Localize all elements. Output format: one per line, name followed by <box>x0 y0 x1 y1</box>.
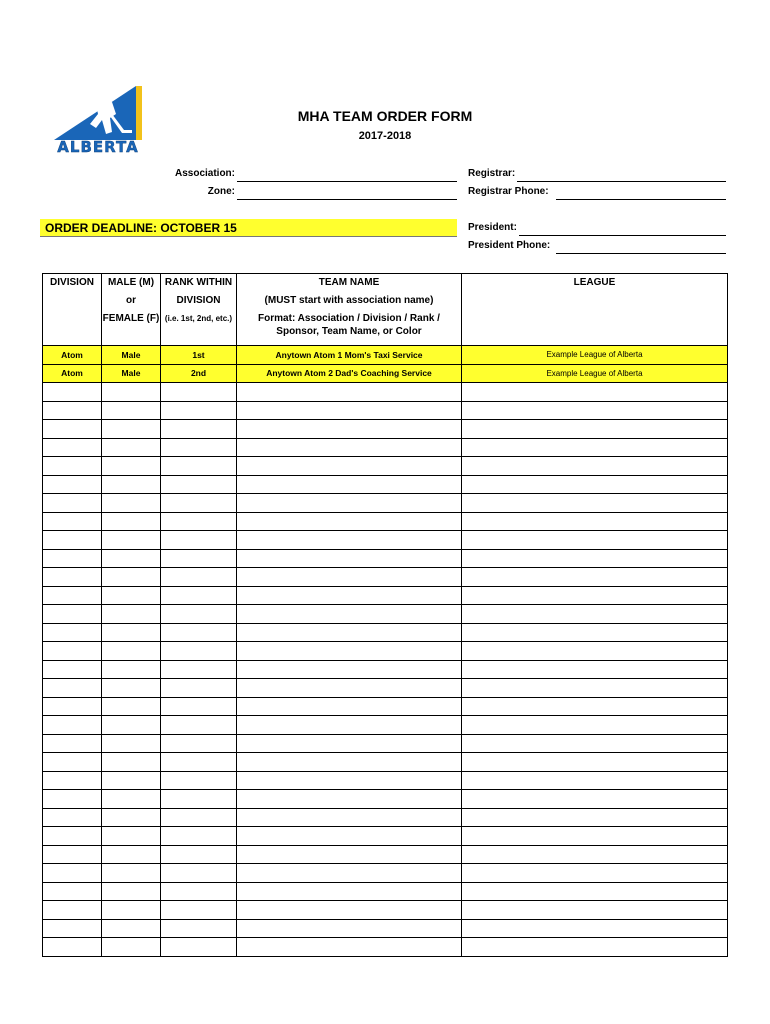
logo-gold-edge <box>136 86 142 140</box>
rank-cell[interactable] <box>161 457 237 476</box>
rank-cell[interactable] <box>161 494 237 513</box>
team-name-cell[interactable] <box>237 531 462 550</box>
division-cell[interactable] <box>43 549 102 568</box>
gender-cell[interactable] <box>102 938 161 957</box>
team-name-cell[interactable] <box>237 549 462 568</box>
team-header-line: (MUST start with association name) <box>264 295 434 306</box>
division-cell[interactable]: Atom <box>43 346 102 365</box>
team-name-cell[interactable] <box>237 808 462 827</box>
president-field[interactable] <box>519 224 726 236</box>
gender-cell[interactable] <box>102 660 161 679</box>
rank-cell[interactable] <box>161 808 237 827</box>
gender-cell[interactable] <box>102 420 161 439</box>
gender-header-line: or <box>126 295 136 306</box>
team-name-header <box>237 274 462 346</box>
division-cell[interactable] <box>43 660 102 679</box>
gender-cell[interactable] <box>102 845 161 864</box>
team-name-cell[interactable] <box>237 475 462 494</box>
gender-header-line: FEMALE (F) <box>102 313 160 324</box>
division-cell[interactable] <box>43 864 102 883</box>
rank-cell[interactable] <box>161 716 237 735</box>
form-title: MHA TEAM ORDER FORM <box>297 108 473 124</box>
league-cell[interactable] <box>462 475 728 494</box>
table-row <box>43 438 728 457</box>
team-name-cell[interactable] <box>237 568 462 587</box>
gender-cell[interactable] <box>102 568 161 587</box>
team-name-cell[interactable] <box>237 494 462 513</box>
team-name-cell[interactable] <box>237 401 462 420</box>
table-row <box>43 531 728 550</box>
division-cell[interactable] <box>43 420 102 439</box>
league-cell[interactable] <box>462 771 728 790</box>
gender-cell[interactable]: Male <box>102 364 161 383</box>
gender-cell[interactable] <box>102 475 161 494</box>
team-name-cell[interactable] <box>237 679 462 698</box>
team-name-cell[interactable] <box>237 716 462 735</box>
association-label: Association: <box>174 168 235 179</box>
rank-header-line: RANK WITHIN <box>164 277 233 288</box>
table-row <box>43 771 728 790</box>
league-cell[interactable] <box>462 457 728 476</box>
rank-cell[interactable] <box>161 623 237 642</box>
rank-cell[interactable] <box>161 531 237 550</box>
division-cell[interactable] <box>43 457 102 476</box>
league-cell[interactable] <box>462 808 728 827</box>
rank-cell[interactable] <box>161 882 237 901</box>
rank-cell[interactable] <box>161 771 237 790</box>
gender-cell[interactable] <box>102 790 161 809</box>
table-row <box>43 827 728 846</box>
division-header <box>43 274 102 346</box>
team-name-cell[interactable] <box>237 753 462 772</box>
rank-cell[interactable] <box>161 864 237 883</box>
league-cell[interactable] <box>462 753 728 772</box>
team-name-cell[interactable] <box>237 420 462 439</box>
gender-cell[interactable] <box>102 697 161 716</box>
division-cell[interactable] <box>43 734 102 753</box>
gender-cell[interactable] <box>102 864 161 883</box>
league-cell[interactable] <box>462 531 728 550</box>
division-cell[interactable] <box>43 882 102 901</box>
example-row <box>43 364 728 383</box>
example-row <box>43 346 728 365</box>
division-cell[interactable]: Atom <box>43 364 102 383</box>
table-row <box>43 420 728 439</box>
team-name-cell[interactable] <box>237 605 462 624</box>
rank-cell[interactable] <box>161 790 237 809</box>
rank-cell[interactable] <box>161 901 237 920</box>
gender-cell[interactable] <box>102 919 161 938</box>
league-cell[interactable] <box>462 882 728 901</box>
league-cell[interactable] <box>462 494 728 513</box>
table-row <box>43 660 728 679</box>
division-cell[interactable] <box>43 642 102 661</box>
division-cell[interactable] <box>43 697 102 716</box>
rank-cell[interactable]: 2nd <box>161 364 237 383</box>
division-cell[interactable] <box>43 401 102 420</box>
rank-cell[interactable] <box>161 568 237 587</box>
table-row <box>43 586 728 605</box>
team-name-cell[interactable] <box>237 642 462 661</box>
gender-cell[interactable] <box>102 753 161 772</box>
table-row <box>43 753 728 772</box>
team-name-cell[interactable] <box>237 457 462 476</box>
table-row <box>43 549 728 568</box>
team-name-cell[interactable] <box>237 919 462 938</box>
rank-header <box>161 274 237 346</box>
league-header-line: LEAGUE <box>573 277 616 288</box>
table-row <box>43 845 728 864</box>
division-cell[interactable] <box>43 512 102 531</box>
team-order-table <box>42 273 728 957</box>
rank-header-line: (i.e. 1st, 2nd, etc.) <box>164 314 233 323</box>
table-row <box>43 642 728 661</box>
rank-cell[interactable] <box>161 401 237 420</box>
rank-cell[interactable] <box>161 827 237 846</box>
division-cell[interactable] <box>43 753 102 772</box>
zone-field[interactable] <box>237 188 457 200</box>
team-name-cell[interactable] <box>237 734 462 753</box>
table-row <box>43 494 728 513</box>
league-cell[interactable] <box>462 938 728 957</box>
rank-cell[interactable] <box>161 549 237 568</box>
league-cell[interactable] <box>462 383 728 402</box>
table-row <box>43 475 728 494</box>
gender-cell[interactable] <box>102 438 161 457</box>
president-phone-field[interactable] <box>556 242 726 254</box>
table-row <box>43 882 728 901</box>
gender-cell[interactable] <box>102 827 161 846</box>
gender-cell[interactable] <box>102 549 161 568</box>
team-name-cell[interactable] <box>237 623 462 642</box>
registrar-phone-field[interactable] <box>556 188 726 200</box>
league-cell[interactable] <box>462 512 728 531</box>
association-field[interactable] <box>237 170 457 182</box>
division-cell[interactable] <box>43 827 102 846</box>
gender-cell[interactable] <box>102 512 161 531</box>
gender-cell[interactable] <box>102 771 161 790</box>
rank-cell[interactable] <box>161 938 237 957</box>
team-name-cell[interactable] <box>237 438 462 457</box>
gender-cell[interactable] <box>102 623 161 642</box>
division-cell[interactable] <box>43 438 102 457</box>
table-row <box>43 623 728 642</box>
team-format-note <box>237 310 461 338</box>
team-name-cell[interactable] <box>237 586 462 605</box>
division-cell[interactable] <box>43 383 102 402</box>
rank-cell[interactable] <box>161 383 237 402</box>
gender-cell[interactable] <box>102 457 161 476</box>
gender-cell[interactable] <box>102 605 161 624</box>
league-cell[interactable] <box>462 623 728 642</box>
division-cell[interactable] <box>43 494 102 513</box>
team-name-cell[interactable] <box>237 383 462 402</box>
team-name-cell[interactable] <box>237 660 462 679</box>
team-header-line: Sponsor, Team Name, or Color <box>276 326 422 337</box>
rank-cell[interactable] <box>161 642 237 661</box>
rank-cell[interactable] <box>161 420 237 439</box>
division-cell[interactable] <box>43 679 102 698</box>
rank-cell[interactable] <box>161 919 237 938</box>
order-deadline-banner: ORDER DEADLINE: OCTOBER 15 <box>40 219 457 237</box>
league-cell[interactable] <box>462 716 728 735</box>
rank-cell[interactable] <box>161 845 237 864</box>
table-row <box>43 864 728 883</box>
table-row <box>43 901 728 920</box>
team-name-cell[interactable]: Anytown Atom 2 Dad's Coaching Service <box>237 364 462 383</box>
league-cell[interactable] <box>462 919 728 938</box>
president-phone-label: President Phone: <box>468 240 551 251</box>
logo-wordmark: ALBERTA <box>57 138 139 156</box>
rank-cell[interactable] <box>161 697 237 716</box>
league-cell[interactable] <box>462 642 728 661</box>
gender-header-line: MALE (M) <box>107 277 155 288</box>
rank-cell[interactable] <box>161 605 237 624</box>
team-header-line: Format: Association / Division / Rank / <box>258 313 440 324</box>
season-year: 2017-2018 <box>358 130 412 142</box>
division-cell[interactable] <box>43 623 102 642</box>
team-name-cell[interactable] <box>237 512 462 531</box>
rank-cell[interactable] <box>161 660 237 679</box>
table-row <box>43 919 728 938</box>
gender-cell[interactable] <box>102 586 161 605</box>
division-cell[interactable] <box>43 808 102 827</box>
table-row <box>43 457 728 476</box>
league-cell[interactable] <box>462 697 728 716</box>
gender-cell[interactable] <box>102 401 161 420</box>
division-cell[interactable] <box>43 605 102 624</box>
table-row <box>43 938 728 957</box>
league-cell[interactable] <box>462 864 728 883</box>
league-cell[interactable]: Example League of Alberta <box>462 364 728 383</box>
gender-cell[interactable] <box>102 808 161 827</box>
rank-cell[interactable] <box>161 475 237 494</box>
team-name-cell[interactable] <box>237 864 462 883</box>
table-row <box>43 808 728 827</box>
division-cell[interactable] <box>43 475 102 494</box>
division-cell[interactable] <box>43 938 102 957</box>
registrar-label: Registrar: <box>468 168 516 179</box>
division-cell[interactable] <box>43 845 102 864</box>
league-cell[interactable] <box>462 568 728 587</box>
team-name-cell[interactable] <box>237 697 462 716</box>
table-row <box>43 679 728 698</box>
league-cell[interactable] <box>462 660 728 679</box>
division-cell[interactable] <box>43 771 102 790</box>
league-cell[interactable] <box>462 901 728 920</box>
rank-cell[interactable]: 1st <box>161 346 237 365</box>
division-cell[interactable] <box>43 901 102 920</box>
league-cell[interactable] <box>462 845 728 864</box>
team-name-cell[interactable] <box>237 827 462 846</box>
table-row <box>43 512 728 531</box>
rank-cell[interactable] <box>161 512 237 531</box>
gender-cell[interactable] <box>102 494 161 513</box>
gender-cell[interactable] <box>102 716 161 735</box>
table-row <box>43 697 728 716</box>
rank-cell[interactable] <box>161 586 237 605</box>
registrar-field[interactable] <box>517 170 726 182</box>
division-cell[interactable] <box>43 790 102 809</box>
league-cell[interactable] <box>462 790 728 809</box>
team-name-cell[interactable] <box>237 882 462 901</box>
table-row <box>43 605 728 624</box>
table-row <box>43 383 728 402</box>
table-row <box>43 790 728 809</box>
division-header-line: DIVISION <box>50 277 94 288</box>
rank-cell[interactable] <box>161 753 237 772</box>
league-cell[interactable] <box>462 586 728 605</box>
gender-cell[interactable] <box>102 734 161 753</box>
gender-cell[interactable] <box>102 901 161 920</box>
gender-header <box>102 274 161 346</box>
division-cell[interactable] <box>43 716 102 735</box>
team-name-cell[interactable] <box>237 938 462 957</box>
gender-cell[interactable] <box>102 383 161 402</box>
league-cell[interactable] <box>462 401 728 420</box>
table-row <box>43 568 728 587</box>
table-row <box>43 734 728 753</box>
league-cell[interactable] <box>462 734 728 753</box>
team-name-cell[interactable] <box>237 771 462 790</box>
president-label: President: <box>468 222 517 233</box>
league-cell[interactable] <box>462 549 728 568</box>
division-cell[interactable] <box>43 919 102 938</box>
rank-cell[interactable] <box>161 679 237 698</box>
gender-cell[interactable] <box>102 679 161 698</box>
table-row <box>43 716 728 735</box>
zone-label: Zone: <box>207 186 235 197</box>
gender-cell[interactable] <box>102 882 161 901</box>
gender-cell[interactable] <box>102 531 161 550</box>
team-name-cell[interactable] <box>237 845 462 864</box>
league-cell[interactable]: Example League of Alberta <box>462 346 728 365</box>
division-cell[interactable] <box>43 568 102 587</box>
division-cell[interactable] <box>43 586 102 605</box>
league-cell[interactable] <box>462 438 728 457</box>
league-cell[interactable] <box>462 420 728 439</box>
table-row <box>43 401 728 420</box>
rank-cell[interactable] <box>161 438 237 457</box>
team-header-line: TEAM NAME <box>318 277 380 288</box>
league-cell[interactable] <box>462 605 728 624</box>
league-cell[interactable] <box>462 679 728 698</box>
rank-cell[interactable] <box>161 734 237 753</box>
division-cell[interactable] <box>43 531 102 550</box>
league-header <box>462 274 728 346</box>
team-name-cell[interactable] <box>237 790 462 809</box>
table-header-row <box>43 274 728 346</box>
registrar-phone-label: Registrar Phone: <box>468 186 549 197</box>
gender-cell[interactable] <box>102 642 161 661</box>
league-cell[interactable] <box>462 827 728 846</box>
rank-header-line: DIVISION <box>176 295 221 306</box>
team-name-cell[interactable] <box>237 901 462 920</box>
table-body <box>43 346 728 957</box>
team-name-cell[interactable]: Anytown Atom 1 Mom's Taxi Service <box>237 346 462 365</box>
gender-cell[interactable]: Male <box>102 346 161 365</box>
